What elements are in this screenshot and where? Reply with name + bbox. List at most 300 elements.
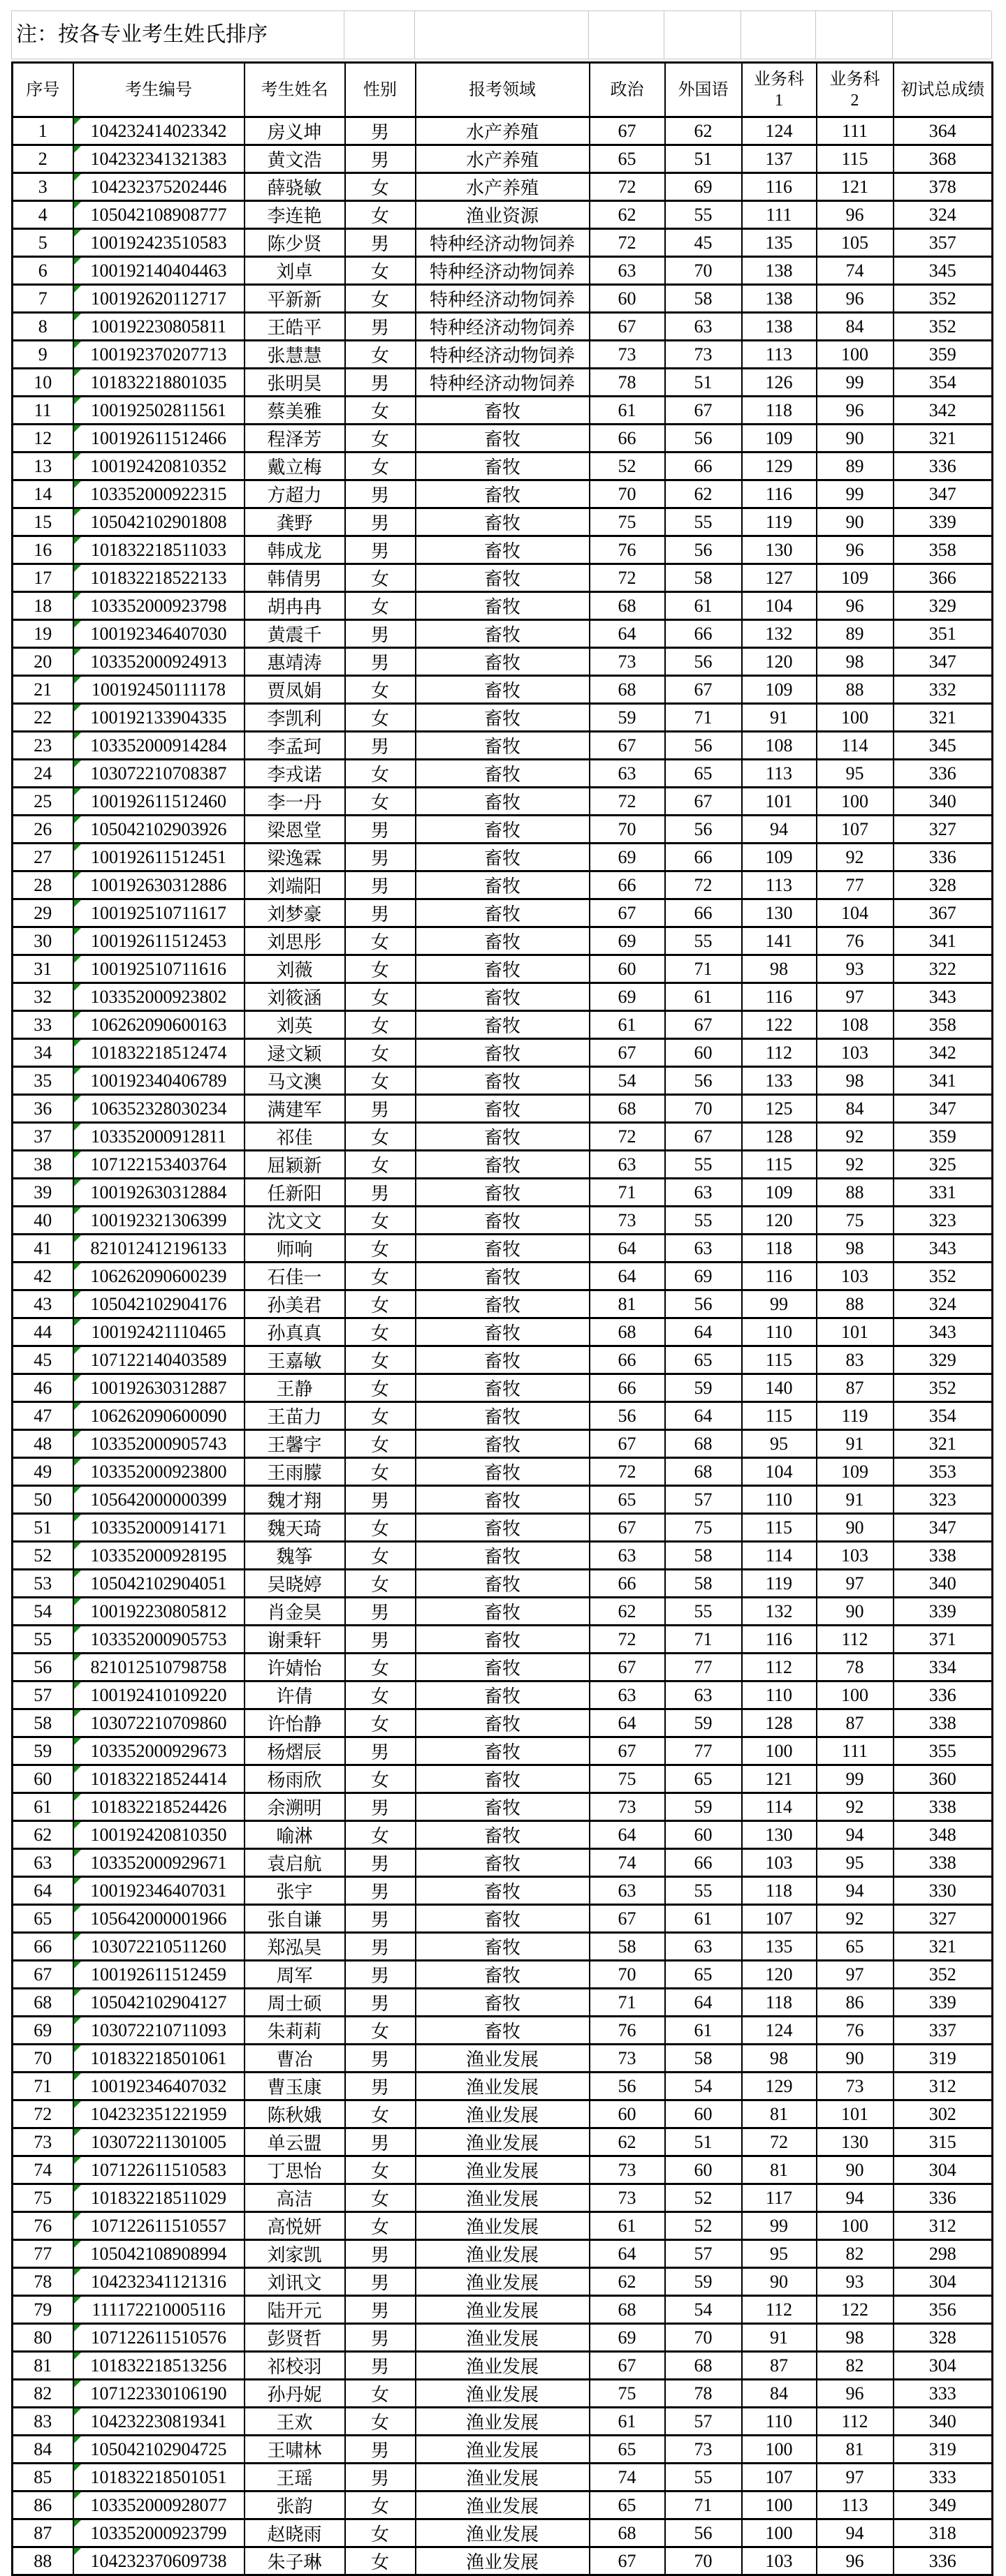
politics-score-cell: 72 — [590, 1123, 665, 1151]
cell-error-indicator-icon — [74, 1375, 81, 1382]
politics-score-cell: 56 — [590, 1402, 665, 1430]
candidate-id-text: 104232351221959 — [90, 2103, 227, 2124]
column-header: 业务科2 — [817, 63, 894, 117]
subject2-score-cell: 90 — [817, 1598, 894, 1626]
field-cell: 渔业发展 — [416, 2156, 590, 2184]
subject2-score-cell: 109 — [817, 564, 894, 592]
total-score-cell: 322 — [894, 955, 993, 983]
total-score-cell: 319 — [894, 2045, 993, 2073]
field-cell: 特种经济动物饲养 — [416, 285, 590, 313]
cell-error-indicator-icon — [74, 174, 81, 181]
foreign-lang-score-cell: 59 — [665, 1709, 742, 1737]
table-row — [13, 1877, 993, 1905]
gender-cell: 女 — [345, 2547, 416, 2575]
id-cell — [73, 2240, 245, 2268]
politics-score-cell: 68 — [590, 2519, 665, 2547]
foreign-lang-score-cell: 45 — [665, 229, 742, 257]
subject1-score-cell: 132 — [742, 1598, 817, 1626]
total-score-cell: 302 — [894, 2100, 993, 2128]
seq-cell: 79 — [13, 2296, 73, 2324]
candidate-id-text: 100192611512459 — [90, 1964, 227, 1985]
gender-cell: 女 — [345, 704, 416, 732]
gender-cell: 女 — [345, 927, 416, 955]
subject1-score-cell: 137 — [742, 145, 817, 173]
gender-cell: 男 — [345, 2240, 416, 2268]
politics-score-cell: 75 — [590, 508, 665, 536]
politics-score-cell: 65 — [590, 1486, 665, 1514]
cell-error-indicator-icon — [74, 1347, 81, 1354]
politics-score-cell: 66 — [590, 1374, 665, 1402]
total-score-cell: 339 — [894, 508, 993, 536]
foreign-lang-score-cell: 58 — [665, 1542, 742, 1570]
seq-cell: 18 — [13, 592, 73, 620]
cell-error-indicator-icon — [74, 621, 81, 628]
foreign-lang-score-cell: 60 — [665, 2156, 742, 2184]
politics-score-cell: 71 — [590, 1989, 665, 2017]
candidate-id-text: 100192340406789 — [90, 1070, 227, 1091]
seq-cell: 56 — [13, 1654, 73, 1681]
table-row — [13, 2100, 993, 2128]
name-cell: 张慧慧 — [245, 341, 345, 369]
name-cell: 赵晓雨 — [245, 2519, 345, 2547]
subject1-score-cell: 110 — [742, 2408, 817, 2436]
foreign-lang-score-cell: 56 — [665, 648, 742, 676]
cell-error-indicator-icon — [74, 2548, 81, 2555]
gender-cell: 男 — [345, 899, 416, 927]
name-cell: 祁校羽 — [245, 2352, 345, 2380]
table-row — [13, 1542, 993, 1570]
candidate-id-text: 100192630312884 — [90, 1182, 227, 1202]
cell-error-indicator-icon — [74, 1654, 81, 1661]
total-score-cell: 324 — [894, 201, 993, 229]
seq-cell: 32 — [13, 983, 73, 1011]
subject1-score-cell: 100 — [742, 2492, 817, 2519]
subject1-score-cell: 128 — [742, 1709, 817, 1737]
subject2-score-cell: 96 — [817, 201, 894, 229]
subject2-score-cell: 103 — [817, 1542, 894, 1570]
name-cell: 朱莉莉 — [245, 2017, 345, 2045]
name-cell: 逯文颖 — [245, 1039, 345, 1067]
foreign-lang-score-cell: 66 — [665, 452, 742, 480]
subject1-score-cell: 104 — [742, 592, 817, 620]
seq-cell: 83 — [13, 2408, 73, 2436]
subject2-score-cell: 99 — [817, 1765, 894, 1793]
subject1-score-cell: 72 — [742, 2128, 817, 2156]
candidate-id-text: 100192370207713 — [90, 344, 227, 365]
gender-cell: 女 — [345, 760, 416, 788]
gender-cell: 男 — [345, 229, 416, 257]
total-score-cell: 342 — [894, 397, 993, 425]
cell-error-indicator-icon — [74, 2045, 81, 2052]
subject1-score-cell: 84 — [742, 2380, 817, 2408]
subject2-score-cell: 114 — [817, 732, 894, 760]
politics-score-cell: 73 — [590, 2045, 665, 2073]
gender-cell: 男 — [345, 1486, 416, 1514]
seq-cell: 24 — [13, 760, 73, 788]
name-cell: 梁逸霖 — [245, 844, 345, 871]
seq-cell: 46 — [13, 1374, 73, 1402]
politics-score-cell: 70 — [590, 1961, 665, 1989]
cell-error-indicator-icon — [74, 2073, 81, 2080]
id-cell — [73, 201, 245, 229]
gender-cell: 女 — [345, 676, 416, 704]
id-cell — [73, 2212, 245, 2240]
field-cell: 畜牧 — [416, 1570, 590, 1598]
total-score-cell: 331 — [894, 1179, 993, 1207]
cell-error-indicator-icon — [74, 1012, 81, 1019]
seq-cell: 62 — [13, 1821, 73, 1849]
gender-cell: 女 — [345, 1374, 416, 1402]
table-row — [13, 1179, 993, 1207]
gender-cell: 女 — [345, 1318, 416, 1346]
politics-score-cell: 71 — [590, 1179, 665, 1207]
id-cell — [73, 2017, 245, 2045]
subject1-score-cell: 94 — [742, 816, 817, 844]
candidate-id-text: 100192410109220 — [90, 1684, 227, 1705]
seq-cell: 30 — [13, 927, 73, 955]
cell-error-indicator-icon — [74, 1626, 81, 1633]
subject1-score-cell: 118 — [742, 397, 817, 425]
field-cell: 畜牧 — [416, 844, 590, 871]
id-cell — [73, 145, 245, 173]
seq-cell: 37 — [13, 1123, 73, 1151]
cell-error-indicator-icon — [74, 928, 81, 935]
subject1-score-cell: 118 — [742, 1877, 817, 1905]
gender-cell: 男 — [345, 1095, 416, 1123]
candidate-id-text: 103352000924913 — [90, 651, 227, 672]
gender-cell: 女 — [345, 341, 416, 369]
candidate-id-text: 103352000923798 — [90, 595, 227, 616]
gender-cell: 女 — [345, 201, 416, 229]
foreign-lang-score-cell: 54 — [665, 2073, 742, 2100]
name-cell: 余溯明 — [245, 1793, 345, 1821]
total-score-cell: 345 — [894, 257, 993, 285]
subject2-score-cell: 87 — [817, 1374, 894, 1402]
field-cell: 渔业发展 — [416, 2073, 590, 2100]
field-cell: 畜牧 — [416, 1514, 590, 1542]
politics-score-cell: 67 — [590, 1737, 665, 1765]
gender-cell: 男 — [345, 1961, 416, 1989]
cell-error-indicator-icon — [74, 118, 81, 125]
subject1-score-cell: 113 — [742, 760, 817, 788]
column-header: 考生姓名 — [245, 63, 345, 117]
candidate-id-text: 103352000905743 — [90, 1433, 227, 1454]
name-cell: 王雨朦 — [245, 1458, 345, 1486]
field-cell: 畜牧 — [416, 1430, 590, 1458]
gender-cell: 女 — [345, 452, 416, 480]
subject2-score-cell: 121 — [817, 173, 894, 201]
table-row — [13, 1402, 993, 1430]
candidate-id-text: 100192630312887 — [90, 1377, 227, 1398]
field-cell: 特种经济动物饲养 — [416, 341, 590, 369]
candidate-id-text: 107122611510583 — [90, 2159, 227, 2180]
subject2-score-cell: 77 — [817, 871, 894, 899]
id-cell — [73, 1737, 245, 1765]
cell-error-indicator-icon — [74, 1989, 81, 1996]
subject2-score-cell: 81 — [817, 2436, 894, 2464]
cell-error-indicator-icon — [74, 1431, 81, 1438]
field-cell: 渔业发展 — [416, 2519, 590, 2547]
total-score-cell: 340 — [894, 788, 993, 816]
foreign-lang-score-cell: 57 — [665, 1486, 742, 1514]
candidate-id-text: 104232341121316 — [90, 2271, 227, 2292]
foreign-lang-score-cell: 60 — [665, 2100, 742, 2128]
field-cell: 畜牧 — [416, 1486, 590, 1514]
name-cell: 祁佳 — [245, 1123, 345, 1151]
name-cell: 李连艳 — [245, 201, 345, 229]
politics-score-cell: 62 — [590, 2268, 665, 2296]
foreign-lang-score-cell: 55 — [665, 927, 742, 955]
foreign-lang-score-cell: 63 — [665, 1179, 742, 1207]
foreign-lang-score-cell: 70 — [665, 2547, 742, 2575]
field-cell: 渔业发展 — [416, 2240, 590, 2268]
foreign-lang-score-cell: 67 — [665, 397, 742, 425]
id-cell — [73, 788, 245, 816]
subject2-score-cell: 82 — [817, 2352, 894, 2380]
foreign-lang-score-cell: 73 — [665, 2436, 742, 2464]
candidate-id-text: 100192420810350 — [90, 1824, 227, 1845]
subject1-score-cell: 138 — [742, 313, 817, 341]
politics-score-cell: 58 — [590, 1933, 665, 1961]
id-cell — [73, 1933, 245, 1961]
politics-score-cell: 62 — [590, 2128, 665, 2156]
cell-error-indicator-icon — [74, 844, 81, 851]
subject1-score-cell: 138 — [742, 257, 817, 285]
subject2-score-cell: 92 — [817, 1905, 894, 1933]
seq-cell: 13 — [13, 452, 73, 480]
candidate-id-text: 106262090600090 — [90, 1405, 227, 1426]
subject1-score-cell: 100 — [742, 1737, 817, 1765]
name-cell: 孙丹妮 — [245, 2380, 345, 2408]
id-cell — [73, 2492, 245, 2519]
id-cell — [73, 816, 245, 844]
total-score-cell: 304 — [894, 2156, 993, 2184]
gender-cell: 女 — [345, 425, 416, 452]
field-cell: 畜牧 — [416, 983, 590, 1011]
field-cell: 畜牧 — [416, 508, 590, 536]
politics-score-cell: 67 — [590, 1654, 665, 1681]
candidate-id-text: 103072211301005 — [90, 2131, 227, 2152]
subject2-score-cell: 92 — [817, 1151, 894, 1179]
table-row — [13, 2547, 993, 2575]
total-score-cell: 366 — [894, 564, 993, 592]
subject2-score-cell: 88 — [817, 1179, 894, 1207]
total-score-cell: 359 — [894, 341, 993, 369]
name-cell: 喻淋 — [245, 1821, 345, 1849]
subject1-score-cell: 111 — [742, 201, 817, 229]
foreign-lang-score-cell: 77 — [665, 1654, 742, 1681]
total-score-cell: 321 — [894, 1430, 993, 1458]
subject1-score-cell: 119 — [742, 508, 817, 536]
seq-cell: 15 — [13, 508, 73, 536]
seq-cell: 72 — [13, 2100, 73, 2128]
cell-error-indicator-icon — [74, 2129, 81, 2136]
subject1-score-cell: 107 — [742, 2464, 817, 2492]
field-cell: 渔业发展 — [416, 2184, 590, 2212]
subject2-score-cell: 87 — [817, 1709, 894, 1737]
field-cell: 畜牧 — [416, 480, 590, 508]
gender-cell: 女 — [345, 955, 416, 983]
total-score-cell: 349 — [894, 2492, 993, 2519]
total-score-cell: 371 — [894, 1626, 993, 1654]
gender-cell: 女 — [345, 1151, 416, 1179]
gender-cell: 男 — [345, 480, 416, 508]
cell-error-indicator-icon — [74, 258, 81, 265]
subject1-score-cell: 118 — [742, 1235, 817, 1263]
id-cell — [73, 676, 245, 704]
field-cell: 畜牧 — [416, 1458, 590, 1486]
name-cell: 石佳一 — [245, 1263, 345, 1290]
foreign-lang-score-cell: 73 — [665, 341, 742, 369]
total-score-cell: 345 — [894, 732, 993, 760]
candidate-id-text: 103072210708387 — [90, 763, 227, 783]
cell-error-indicator-icon — [74, 1124, 81, 1131]
id-cell — [73, 1207, 245, 1235]
id-cell — [73, 397, 245, 425]
foreign-lang-score-cell: 56 — [665, 816, 742, 844]
cell-error-indicator-icon — [74, 1235, 81, 1242]
cell-error-indicator-icon — [74, 1207, 81, 1214]
candidate-id-text: 100192611512466 — [90, 427, 227, 448]
table-row — [13, 1067, 993, 1095]
seq-cell: 8 — [13, 313, 73, 341]
total-score-cell: 321 — [894, 704, 993, 732]
seq-cell: 6 — [13, 257, 73, 285]
total-score-cell: 338 — [894, 1709, 993, 1737]
field-cell: 畜牧 — [416, 1207, 590, 1235]
id-cell — [73, 2352, 245, 2380]
candidate-id-text: 107122611510557 — [90, 2215, 227, 2236]
table-row — [13, 2408, 993, 2436]
cell-error-indicator-icon — [74, 509, 81, 516]
total-score-cell: 351 — [894, 620, 993, 648]
candidate-id-text: 106262090600239 — [90, 1265, 227, 1286]
subject1-score-cell: 116 — [742, 173, 817, 201]
candidate-id-text: 104232341321383 — [90, 148, 227, 169]
gender-cell: 女 — [345, 397, 416, 425]
cell-error-indicator-icon — [74, 1291, 81, 1298]
name-cell: 韩成龙 — [245, 536, 345, 564]
name-cell: 单云盟 — [245, 2128, 345, 2156]
field-cell: 渔业发展 — [416, 2436, 590, 2464]
gender-cell: 男 — [345, 2436, 416, 2464]
gender-cell: 女 — [345, 2408, 416, 2436]
gender-cell: 女 — [345, 1570, 416, 1598]
subject1-score-cell: 90 — [742, 2268, 817, 2296]
name-cell: 王瑶 — [245, 2464, 345, 2492]
subject1-score-cell: 99 — [742, 2212, 817, 2240]
subject1-score-cell: 124 — [742, 2017, 817, 2045]
subject2-score-cell: 95 — [817, 760, 894, 788]
cell-error-indicator-icon — [74, 369, 81, 376]
subject2-score-cell: 91 — [817, 1486, 894, 1514]
field-cell: 畜牧 — [416, 397, 590, 425]
seq-cell: 47 — [13, 1402, 73, 1430]
politics-score-cell: 60 — [590, 2100, 665, 2128]
seq-cell: 81 — [13, 2352, 73, 2380]
id-cell — [73, 1905, 245, 1933]
candidate-id-text: 101832218511033 — [90, 539, 227, 560]
seq-cell: 36 — [13, 1095, 73, 1123]
subject1-score-cell: 132 — [742, 620, 817, 648]
candidate-id-text: 101832218511029 — [90, 2187, 227, 2208]
subject1-score-cell: 116 — [742, 983, 817, 1011]
total-score-cell: 312 — [894, 2073, 993, 2100]
gender-cell: 女 — [345, 2380, 416, 2408]
candidate-id-text: 103352000905753 — [90, 1628, 227, 1649]
total-score-cell: 347 — [894, 1514, 993, 1542]
politics-score-cell: 72 — [590, 229, 665, 257]
field-cell: 畜牧 — [416, 1374, 590, 1402]
id-cell — [73, 1067, 245, 1095]
politics-score-cell: 69 — [590, 983, 665, 1011]
name-cell: 肖金昊 — [245, 1598, 345, 1626]
subject1-score-cell: 103 — [742, 1849, 817, 1877]
subject1-score-cell: 130 — [742, 899, 817, 927]
subject2-score-cell: 94 — [817, 1877, 894, 1905]
field-cell: 渔业资源 — [416, 201, 590, 229]
subject1-score-cell: 117 — [742, 2184, 817, 2212]
foreign-lang-score-cell: 61 — [665, 983, 742, 1011]
seq-cell: 39 — [13, 1179, 73, 1207]
candidate-id-text: 103352000923799 — [90, 2522, 227, 2543]
name-cell: 郑泓昊 — [245, 1933, 345, 1961]
total-score-cell: 332 — [894, 676, 993, 704]
id-cell — [73, 1458, 245, 1486]
field-cell: 畜牧 — [416, 760, 590, 788]
candidate-id-text: 100192620112717 — [90, 288, 227, 309]
candidate-id-text: 101832218524414 — [90, 1768, 227, 1789]
total-score-cell: 327 — [894, 1905, 993, 1933]
id-cell — [73, 117, 245, 145]
total-score-cell: 338 — [894, 1849, 993, 1877]
field-cell: 畜牧 — [416, 1402, 590, 1430]
candidate-id-text: 103352000914171 — [90, 1517, 227, 1538]
total-score-cell: 353 — [894, 1458, 993, 1486]
total-score-cell: 298 — [894, 2240, 993, 2268]
candidate-id-text: 105042102904725 — [90, 2438, 227, 2459]
subject2-score-cell: 84 — [817, 1095, 894, 1123]
candidate-id-text: 101832218501061 — [90, 2047, 227, 2068]
table-row — [13, 2352, 993, 2380]
subject2-score-cell: 105 — [817, 229, 894, 257]
total-score-cell: 342 — [894, 1039, 993, 1067]
subject2-score-cell: 101 — [817, 1318, 894, 1346]
gender-cell: 女 — [345, 1542, 416, 1570]
gender-cell: 男 — [345, 1933, 416, 1961]
name-cell: 刘端阳 — [245, 871, 345, 899]
total-score-cell: 324 — [894, 1290, 993, 1318]
subject2-score-cell: 88 — [817, 1290, 894, 1318]
politics-score-cell: 74 — [590, 1849, 665, 1877]
field-cell: 畜牧 — [416, 788, 590, 816]
subject2-score-cell: 93 — [817, 2268, 894, 2296]
field-cell: 畜牧 — [416, 1263, 590, 1290]
politics-score-cell: 75 — [590, 2380, 665, 2408]
table-header — [13, 63, 993, 117]
cell-error-indicator-icon — [74, 565, 81, 572]
name-cell: 沈文文 — [245, 1207, 345, 1235]
seq-cell: 51 — [13, 1514, 73, 1542]
total-score-cell: 347 — [894, 480, 993, 508]
gender-cell: 男 — [345, 1626, 416, 1654]
name-cell: 孙真真 — [245, 1318, 345, 1346]
total-score-cell: 330 — [894, 1877, 993, 1905]
subject1-score-cell: 113 — [742, 871, 817, 899]
subject2-score-cell: 100 — [817, 1681, 894, 1709]
total-score-cell: 329 — [894, 1346, 993, 1374]
name-cell: 魏筝 — [245, 1542, 345, 1570]
